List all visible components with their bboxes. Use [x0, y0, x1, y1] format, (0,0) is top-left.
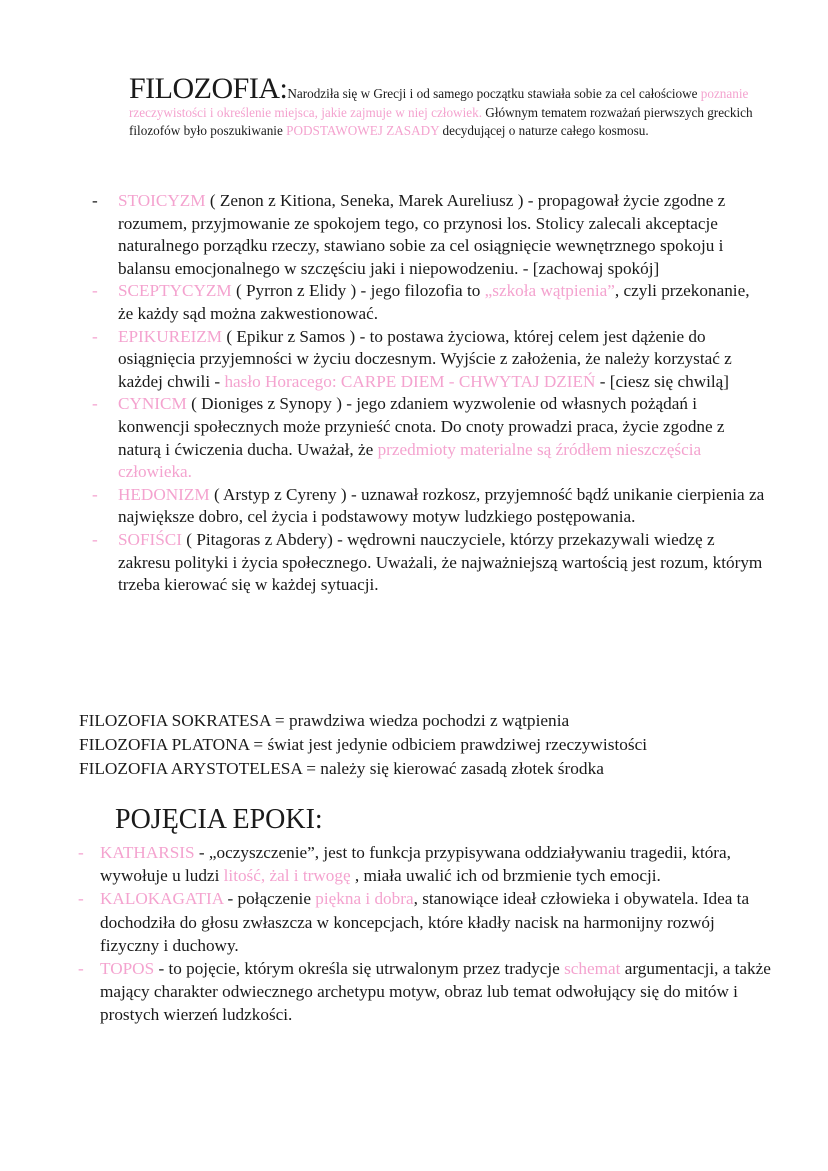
philosophy-sokrates: FILOZOFIA SOKRATESA = prawdziwa wiedza pochodzi z wątpienia: [79, 711, 570, 730]
school-representatives: ( Pitagoras z Abdery): [182, 529, 333, 549]
school-name: STOICYZM: [118, 191, 206, 210]
concept-name: KATHARSIS: [100, 843, 195, 862]
concept-highlight: litość, żal i trwogę: [223, 866, 351, 886]
bullet-dash: -: [92, 484, 98, 504]
concept-highlight: piękna i dobra: [315, 889, 414, 909]
school-description: - jego zdaniem wyzwolenie od własnych pożądań i konwencji społecznych może przynieść cnota. Do cnoty prowadzi praca, życie zgodne z naturą i ćwiczenia ducha. Uważał, że: [118, 394, 725, 459]
concept-description-cont: argumentacji, a także mający charakter odwiecznego archetypu motyw, obraz lub temat odwołujący się do mitów i prostych wierzeń ludzkości.: [100, 959, 771, 1025]
list-item-sofisci: [78, 529, 768, 597]
concept-description: - to pojęcie, którym określa się utrwalonym przez tradycje: [154, 959, 565, 979]
school-description: - propagował życie zgodne z rozumem, przyjmowanie ze spokojem tego, co przynosi los. Stolicy zalecali akceptacje naturalnego porządku rzeczy, stawiano sobie za cel osiągnięcie wewnętrznego spokoju i balansu emocjonalnego w szczęściu jaki i niepowodzeniu. - [zachowaj spokój]: [118, 191, 726, 278]
philosophy-platon: FILOZOFIA PLATONA = świat jest jedynie odbiciem prawdziwej rzeczywistości: [79, 735, 648, 754]
school-name: CYNICM: [118, 394, 187, 414]
school-description: - uznawał rozkosz, przyjemność bądź unikanie cierpienia za największe dobro, cel życia i podstawowy motyw ludzkiego postępowania.: [118, 484, 765, 527]
school-name: SCEPTYCYZM: [118, 281, 232, 301]
list-item-stoicyzm: [78, 190, 768, 280]
school-name: HEDONIZM: [118, 484, 210, 504]
concept-description: - „oczyszczenie”, jest to funkcja przypisywana oddziaływaniu tragedii, która, wywołuje u ludzi: [100, 843, 731, 886]
list-item-epikureizm: [78, 326, 768, 394]
bullet-dash: -: [78, 959, 84, 979]
list-item-katharsis: [78, 841, 778, 887]
concept-name: KALOKAGATIA: [100, 889, 224, 909]
page-title: FILOZOFIA:: [129, 72, 288, 105]
intro-highlight-2: PODSTAWOWEJ ZASADY: [286, 123, 440, 138]
school-representatives: ( Dioniges z Synopy ): [186, 394, 342, 414]
school-representatives: ( Epikur z Samos ): [222, 326, 356, 346]
bullet-dash: -: [78, 889, 84, 909]
intro-paragraph: [129, 72, 769, 141]
school-representatives: ( Pyrron z Elidy ): [231, 281, 357, 301]
bullet-dash: -: [92, 326, 98, 346]
school-description: - to postawa życiowa, której celem jest dążenie do osiągnięcia przyjemności w życiu doczesnym. Wyjście z założenia, że należy korzystać z każdej chwili -: [118, 326, 732, 391]
school-representatives: ( Arstyp z Cyreny ): [209, 484, 347, 504]
philosophies-block: [79, 709, 779, 781]
list-item-sceptycyzm: [78, 280, 768, 325]
list-item-hedonizm: [78, 484, 768, 529]
concept-name: TOPOS: [100, 959, 155, 979]
school-highlight: przedmioty materialne są źródłem nieszczęścia człowieka.: [118, 439, 702, 482]
concept-description-cont: , miała uwalić ich od brzmienie tych emocji.: [350, 866, 661, 886]
school-description-cont: , czyli przekonanie, że każdy sąd można zakwestionować.: [118, 281, 750, 323]
intro-highlight-1: poznanie rzeczywistości i określenie miejsca, jakie zajmuje w niej człowiek.: [129, 86, 749, 120]
school-highlight: hasło Horacego: CARPE DIEM - CHWYTAJ DZIEŃ: [224, 371, 596, 391]
intro-text-3: decydującej o naturze całego kosmosu.: [439, 123, 649, 138]
philosophy-arystoteles: FILOZOFIA ARYSTOTELESA = należy się kierować zasadą złotek środka: [79, 759, 604, 778]
bullet-dash: -: [92, 394, 98, 414]
concept-description: - połączenie: [223, 889, 316, 909]
concept-highlight: schemat: [564, 959, 621, 979]
school-highlight: „szkoła wątpienia”: [484, 281, 615, 301]
concepts-heading: POJĘCIA EPOKI:: [115, 804, 323, 835]
bullet-dash: -: [92, 281, 98, 301]
intro-text-2: Głównym tematem rozważań pierwszych greckich filozofów było poszukiwanie: [129, 104, 753, 138]
list-item-topos: [78, 957, 778, 1027]
bullet-dash: -: [78, 843, 84, 862]
school-description: - wędrowni nauczyciele, którzy przekazywali wiedzę z zakresu polityki i życia społecznego. Uważali, że najważniejszą wartością jest rozum, którym trzeba kierować się w każdej sytuacji.: [118, 529, 763, 595]
bullet-dash: -: [92, 529, 98, 549]
school-name: EPIKUREIZM: [118, 326, 223, 346]
list-item-kalokagatia: [78, 887, 778, 957]
school-representatives: ( Zenon z Kitiona, Seneka, Marek Aureliusz ): [205, 191, 524, 210]
bullet-dash: -: [92, 191, 98, 210]
school-description-cont: - [ciesz się chwilą]: [595, 371, 730, 391]
school-description: - jego filozofia to: [356, 281, 485, 301]
intro-text-1: Narodziła się w Grecji i od samego początku stawiała sobie za cel całościowe: [287, 86, 701, 101]
list-item-cynicm: [78, 393, 768, 483]
schools-list: [78, 190, 768, 597]
concept-description-cont: , stanowiące ideał człowieka i obywatela. Idea ta dochodziła do głosu zwłaszcza w koncepcjach, które kładły nacisk na harmonijny rozwój fizyczny i duchowy.: [100, 889, 750, 955]
school-name: SOFIŚCI: [118, 529, 182, 549]
concepts-list: [78, 841, 778, 1027]
